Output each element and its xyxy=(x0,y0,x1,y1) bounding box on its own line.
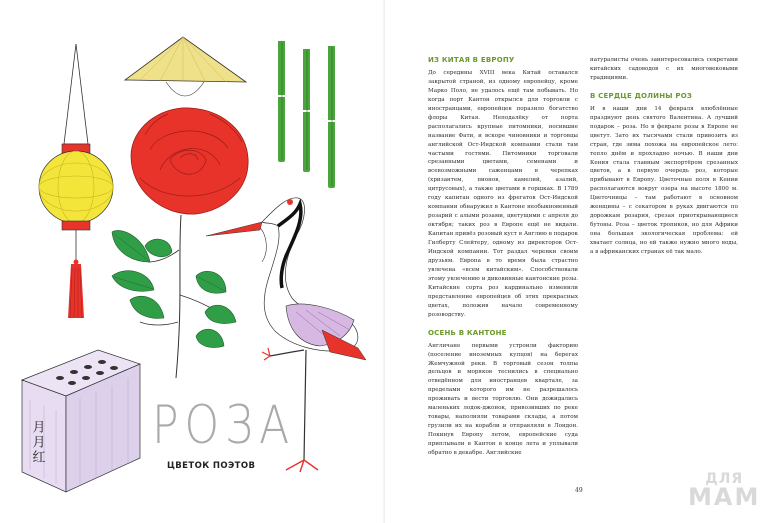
rose-caption: ЦВЕТОК ПОЭТОВ xyxy=(167,461,256,471)
text-column-right xyxy=(590,56,738,257)
rose-flower-icon xyxy=(131,108,248,214)
paragraph: натуралисты очень заинтересовались секретами китайских садоводов с их многовековыми традициями. xyxy=(590,57,738,81)
conical-hat-icon xyxy=(125,37,246,96)
paragraph: И в наши дни 14 февраля влюблённые празднуют день святого Валентина. А лучший подарок – роза. Но в феврале розы в Европе не цветут. Зато их тысячами стали привозить из стран, где зима похожа на европейское лето: тепло днём и прохладно ночью. В наши дни Кения стала главным экспортёром срезанных цветов, а в первую очередь роз, которые прибывают в Европу. Цветочные поля в Кении располагаются вокруг озера на высоте 1800 м. Цветочницы – там работают в основном женщины – с секатором в руках двигаются по дорожкам розария, срезая приоткрывающиеся бутоны. Роза – цветок тропиков, но для Африки она большая экологическая проблема: ей хватает солнца, но ей также нужно много воды, а в африканских странах её так мало. xyxy=(590,105,738,256)
watermark-line2: МАМ xyxy=(688,483,761,512)
page-number: 49 xyxy=(575,487,583,494)
rose-stem-icon xyxy=(112,215,236,378)
section-heading: В СЕРДЦЕ ДОЛИНЫ РОЗ xyxy=(590,91,693,100)
bamboo-icon xyxy=(278,38,335,188)
watermark-line1: ДЛЯ xyxy=(705,471,744,487)
box-characters: 月月红 xyxy=(29,420,45,465)
paragraph: До середины XVIII века Китай оставался закрытой страной, из одному европейцу, кроме Марко Поло, не удалось ещё там побывать. Но когда порт Кантон открылся для торговли с иностранцами, европейцев поразило богатство флоры Китая. Неподалёку от порта располагались крупные питомники, носившие название Фати, и вскоре чиновники и торговцы английской Ост-Индской компании стали там частыми гостями. Питомники торговали срезанными цветами, семенами и всевозможными саженцами в черепках (хризантем, пионов, камелий, азалий, цитрусовых), а также цветами в горшках. В 1789 году капитан одного из фрегатов Ост-Индской компании обнаружил в Кантоне необыкновенный розарий с алыми розами, цветущими с апреля до октября; таких роз в Европе ещё не видали. Капитан привёз розовый куст в Англию в подарок Гилберту Слейтеру, одному из директоров Ост-Индской компании. Тот раздал черенки своим друзьям. Европа в то время была страстно увлечена «всем китайским». Способствовали этому увлечению и диковинные кантонские розы. Китайские сорта роз кардинально изменили представление европейцев об этих прекрасных цветах, положив начало современному розоводству. xyxy=(428,69,578,318)
paragraph: Англичане первыми устроили факторию (поселение иноземных купцов) на берегах Жемчужной реки. В торговый сезон толпы дельцов и моряков теснились в специально отведённом для иностранцев квартале, за пределами которого им не разрешалось проживать и вести торговлю. Они дожидались маленьких лодок-джонок, привозивших по реке товары, наполняли товарами склады, а потом грузили их на корабли и отправляли в Лондон. Покинув Европу летом, европейские суда приплывали в Кантон в конце лета и уплывали обратно в декабре. Английские xyxy=(428,342,578,457)
text-column-left xyxy=(428,56,578,458)
lantern-icon xyxy=(39,44,113,318)
rose-title: РОЗА xyxy=(152,395,296,457)
watermark-logo xyxy=(688,471,761,512)
section-heading: ОСЕНЬ В КАНТОНЕ xyxy=(428,328,507,337)
section-heading: ИЗ КИТАЯ В ЕВРОПУ xyxy=(428,56,515,64)
